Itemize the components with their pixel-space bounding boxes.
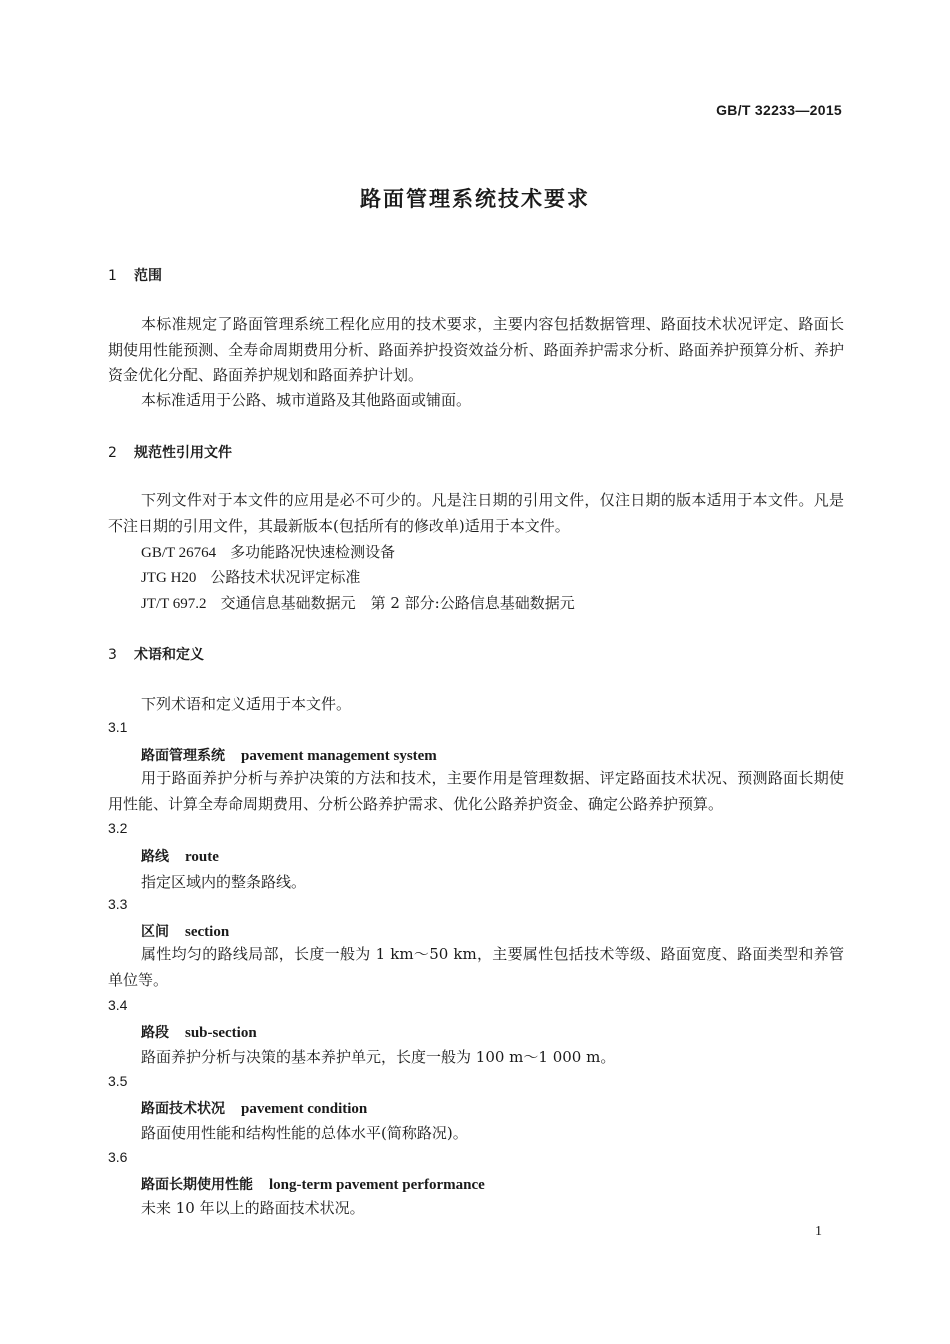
reference-title: 多功能路况快速检测设备	[230, 543, 396, 561]
term-name-zh: 区间	[141, 924, 169, 940]
term-name-en: pavement condition	[241, 1101, 368, 1117]
term-number: 3.3	[108, 896, 128, 912]
section-title: 术语和定义	[134, 647, 204, 663]
section-title: 规范性引用文件	[134, 445, 232, 461]
term-name-en: long-term pavement performance	[269, 1177, 485, 1193]
term-number: 3.2	[108, 820, 128, 836]
section-title: 范围	[134, 268, 162, 284]
section-1-paragraph-1: 本标准规定了路面管理系统工程化应用的技术要求，主要内容包括数据管理、路面技术状况评定、路面长期使用性能预测、全寿命周期费用分析、路面养护投资效益分析、路面养护需求分析、路面养护预算分析、养护资金优化分配、路面养护规划和路面养护计划。	[108, 315, 844, 384]
term-name-en: pavement management system	[241, 748, 437, 764]
term-name-zh: 路面管理系统	[141, 748, 225, 764]
reference-code: GB/T 26764	[141, 545, 217, 561]
term-name-zh: 路面技术状况	[141, 1101, 225, 1117]
term-name	[141, 745, 437, 765]
term-name-zh: 路面长期使用性能	[141, 1177, 253, 1193]
term-name	[141, 1174, 485, 1194]
term-name	[141, 1022, 257, 1042]
section-number: 3	[108, 647, 117, 663]
term-definition: 指定区域内的整条路线。	[141, 873, 307, 891]
term-name	[141, 1098, 367, 1118]
term-number: 3.5	[108, 1073, 128, 1089]
document-title: 路面管理系统技术要求	[360, 187, 590, 211]
term-number: 3.1	[108, 719, 128, 735]
term-name-en: route	[185, 849, 219, 865]
term-name	[141, 846, 219, 866]
reference-item	[141, 541, 395, 562]
reference-code: JTG H20	[141, 570, 197, 586]
term-definition: 属性均匀的路线局部，长度一般为 1 km～50 km，主要属性包括技术等级、路面宽度、路面类型和养管单位等。	[108, 945, 844, 989]
term-definition: 路面使用性能和结构性能的总体水平(简称路况)。	[141, 1124, 468, 1142]
reference-title: 公路技术状况评定标准	[210, 568, 361, 586]
reference-item	[141, 566, 360, 587]
section-number: 2	[108, 445, 117, 461]
term-definition: 用于路面养护分析与养护决策的方法和技术，主要作用是管理数据、评定路面技术状况、预测路面长期使用性能、计算全寿命周期费用、分析公路养护需求、优化公路养护资金、确定公路养护预算。	[108, 769, 844, 813]
term-definition: 未来 10 年以上的路面技术状况。	[141, 1199, 365, 1217]
section-3-heading	[108, 644, 204, 664]
reference-code: JT/T 697.2	[141, 596, 207, 612]
term-name-zh: 路段	[141, 1025, 169, 1041]
section-2-paragraph-1: 下列文件对于本文件的应用是必不可少的。凡是注日期的引用文件，仅注日期的版本适用于本文件。凡是不注日期的引用文件，其最新版本(包括所有的修改单)适用于本文件。	[108, 491, 844, 535]
reference-title: 交通信息基础数据元 第 2 部分:公路信息基础数据元	[220, 594, 575, 612]
standard-number: GB/T 32233—2015	[716, 102, 842, 118]
section-1-paragraph-2: 本标准适用于公路、城市道路及其他路面或铺面。	[141, 391, 472, 409]
term-name-en: sub-section	[185, 1025, 257, 1041]
page-number: 1	[815, 1224, 822, 1239]
section-3-intro: 下列术语和定义适用于本文件。	[141, 695, 352, 713]
reference-item	[141, 592, 575, 613]
term-number: 3.4	[108, 997, 128, 1013]
section-1-heading	[108, 265, 162, 285]
term-name	[141, 921, 229, 941]
term-name-en: section	[185, 924, 230, 940]
section-number: 1	[108, 268, 117, 284]
term-name-zh: 路线	[141, 849, 169, 865]
section-2-heading	[108, 442, 232, 462]
term-definition: 路面养护分析与决策的基本养护单元，长度一般为 100 m～1 000 m。	[141, 1048, 616, 1066]
term-number: 3.6	[108, 1149, 128, 1165]
